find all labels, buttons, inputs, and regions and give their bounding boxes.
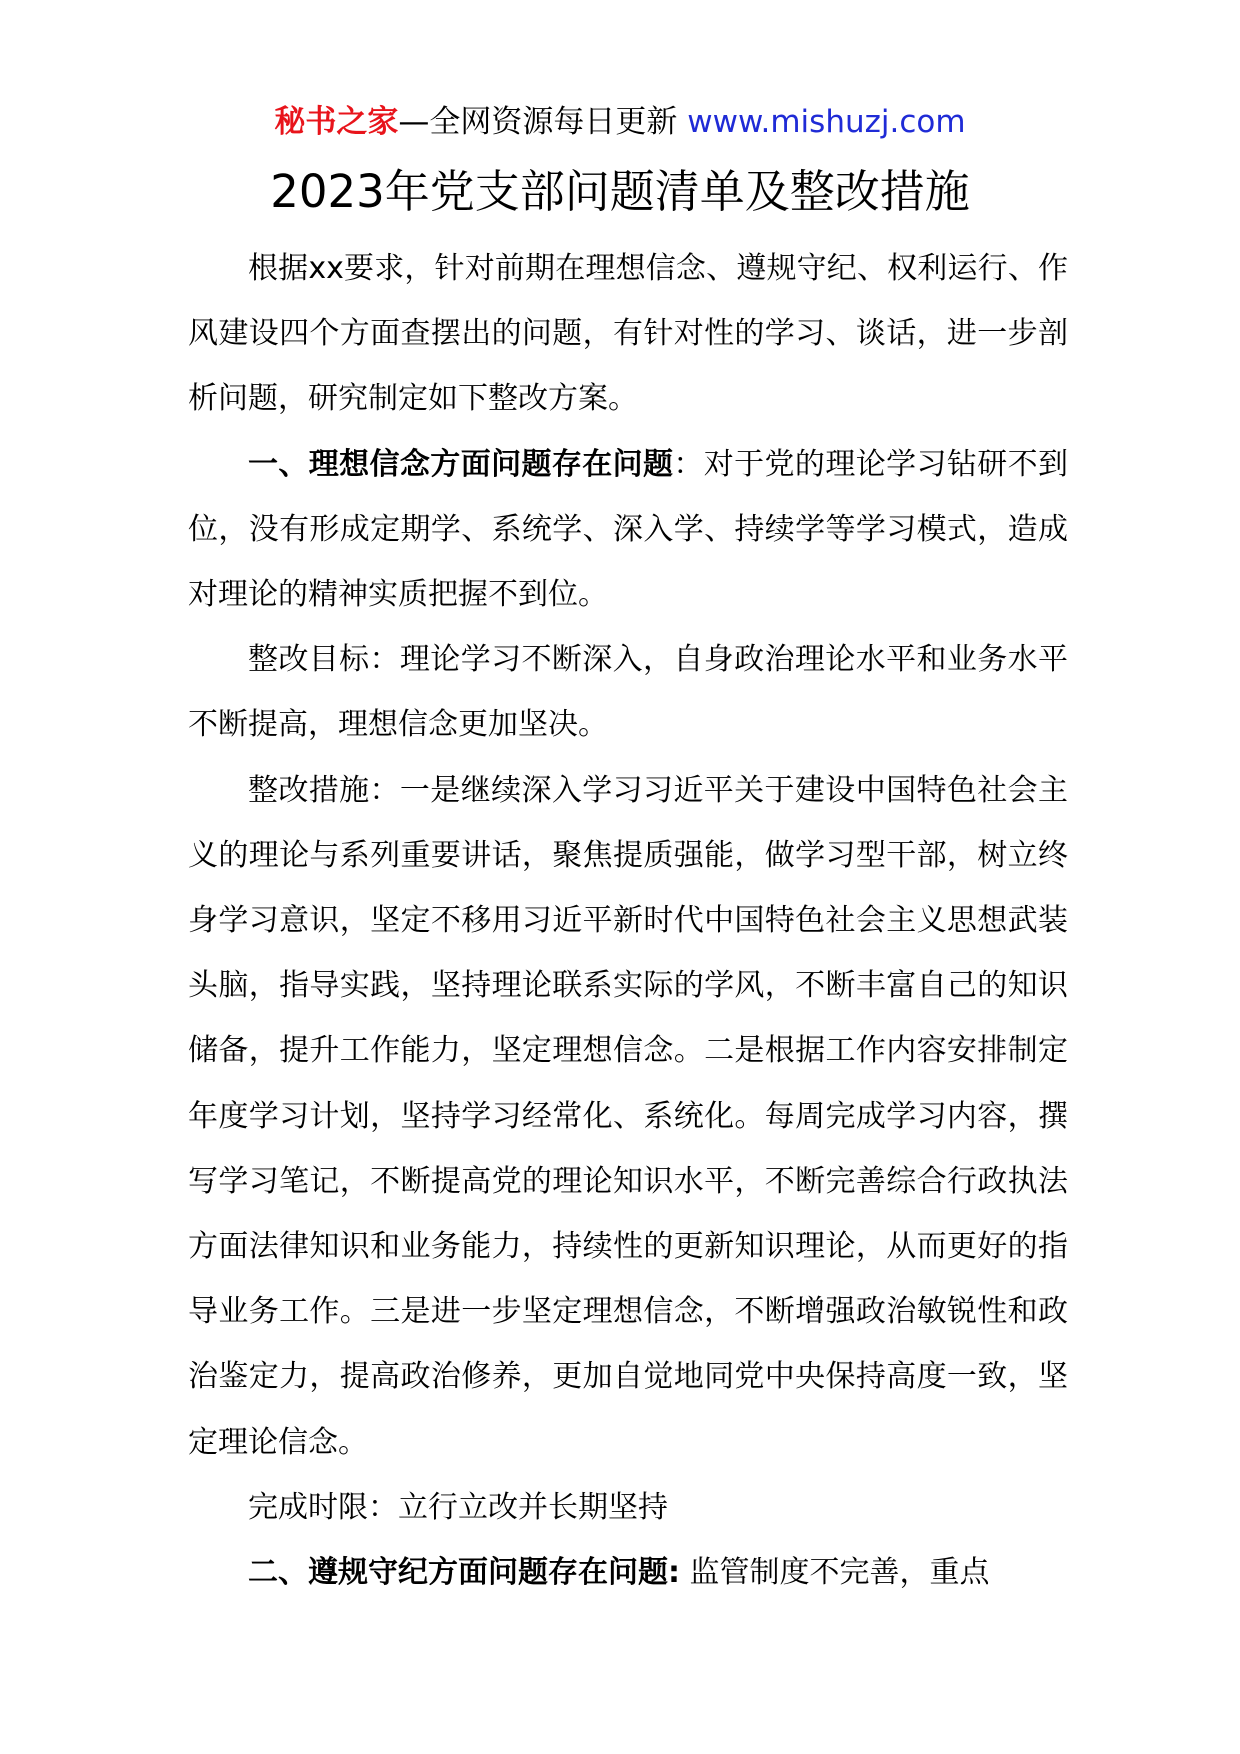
header-slogan: —全网资源每日更新 bbox=[398, 104, 688, 140]
goal-paragraph: 整改目标：理论学习不断深入，自身政治理论水平和业务水平不断提高，理想信念更加坚决。 bbox=[188, 642, 1068, 743]
intro-paragraph: 根据xx要求，针对前期在理想信念、遵规守纪、权利运行、作风建设四个方面查摆出的问题，有针对性的学习、谈话，进一步剖析问题，研究制定如下整改方案。 bbox=[188, 251, 1068, 417]
document-body bbox=[188, 236, 1068, 1605]
section-1-heading: 一、理想信念方面问题存在问题 bbox=[248, 446, 674, 482]
deadline-paragraph: 完成时限：立行立改并长期坚持 bbox=[248, 1489, 668, 1525]
section-2-text: 监管制度不完善，重点 bbox=[680, 1555, 990, 1591]
site-header bbox=[0, 100, 1240, 144]
measures-paragraph: 整改措施：一是继续深入学习习近平关于建设中国特色社会主义的理论与系列重要讲话，聚焦提质强能，做学习型干部，树立终身学习意识，坚定不移用习近平新时代中国特色社会主义思想武装头脑，指导实践，坚持理论联系实际的学风，不断丰富自己的知识储备，提升工作能力，坚定理想信念。二是根据工作内容安排制定年度学习计划，坚持学习经常化、系统化。每周完成学习内容，撰写学习笔记，不断提高党的理论知识水平，不断完善综合行政执法方面法律知识和业务能力，持续性的更新知识理论，从而更好的指导业务工作。三是进一步坚定理想信念，不断增强政治敏锐性和政治鉴定力，提高政治修养，更加自觉地同党中央保持高度一致，坚定理论信念。 bbox=[188, 772, 1068, 1460]
section-1-paragraph bbox=[188, 432, 1068, 628]
brand-name: 秘书之家 bbox=[274, 104, 399, 140]
document-title: 2023年党支部问题清单及整改措施 bbox=[270, 165, 970, 218]
section-2-paragraph bbox=[188, 1540, 1068, 1605]
section-2-heading: 二、遵规守纪方面问题存在问题: bbox=[248, 1555, 680, 1591]
section-1-text: ：对于党的理论学习钻研不到位，没有形成定期学、系统学、深入学、持续学等学习模式，造成对理论的精神实质把握不到位。 bbox=[188, 446, 1069, 613]
site-url[interactable]: www.mishuzj.com bbox=[687, 104, 966, 140]
